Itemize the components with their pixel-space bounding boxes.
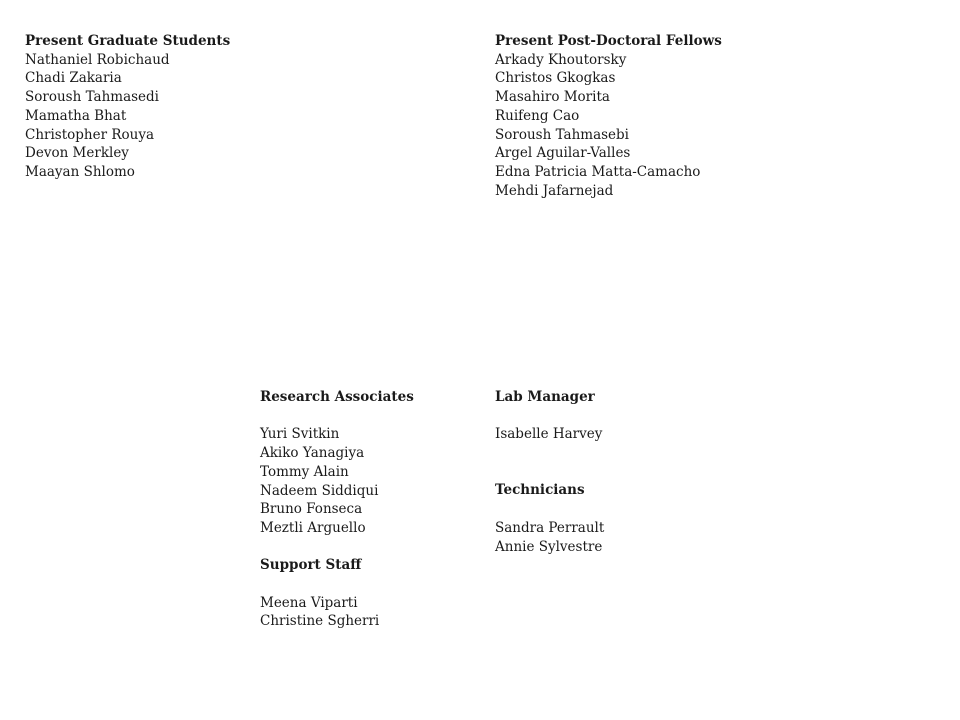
spacer: [495, 407, 604, 426]
postdocs-heading: Present Post-Doctoral Fellows: [495, 33, 722, 49]
spacer: [260, 575, 414, 594]
research-associate-name: Akiko Yanagiya: [260, 445, 365, 462]
postdocs-list: [495, 51, 722, 201]
spacer: [495, 444, 604, 463]
spacer: [495, 463, 604, 482]
research-associate-name: Tommy Alain: [260, 463, 349, 480]
postdoc-name: Arkady Khoutorsky: [495, 51, 627, 68]
graduate-student-name: Christopher Rouya: [25, 126, 155, 143]
spacer: [260, 407, 414, 426]
postdoc-name: Edna Patricia Matta-Camacho: [495, 163, 701, 180]
graduate-students-section: [25, 32, 230, 182]
postdoc-name: Soroush Tahmasebi: [495, 126, 629, 143]
support-staff-heading: Support Staff: [260, 557, 362, 574]
postdoc-name: Mehdi Jafarnejad: [495, 182, 614, 199]
research-associate-name: Bruno Fonseca: [260, 501, 363, 518]
research-associates-heading: Research Associates: [260, 389, 414, 405]
lab-manager-section: [495, 388, 604, 556]
research-associates-section: [260, 388, 414, 631]
research-associate-name: Nadeem Siddiqui: [260, 482, 379, 499]
graduate-students-heading: Present Graduate Students: [25, 33, 231, 49]
postdoc-name: Ruifeng Cao: [495, 107, 580, 124]
lab-manager-heading: Lab Manager: [495, 389, 595, 405]
research-associate-name: Meztli Arguello: [260, 519, 366, 536]
technician-name: Annie Sylvestre: [495, 538, 603, 555]
graduate-student-name: Nathaniel Robichaud: [25, 51, 170, 68]
graduate-students-list: [25, 51, 230, 182]
postdocs-section: [495, 32, 722, 200]
postdoc-name: Christos Gkogkas: [495, 70, 616, 87]
technicians-heading: Technicians: [495, 482, 585, 499]
support-staff-name: Christine Sgherri: [260, 613, 380, 630]
postdoc-name: Masahiro Morita: [495, 89, 610, 106]
lab-manager-name: Isabelle Harvey: [495, 426, 603, 443]
postdoc-name: Argel Aguilar-Valles: [495, 145, 631, 162]
graduate-student-name: Chadi Zakaria: [25, 70, 122, 87]
lab-manager-list: [495, 425, 604, 444]
support-staff-name: Meena Viparti: [260, 594, 358, 611]
technicians-list: [495, 519, 604, 556]
research-associates-list: [260, 425, 414, 537]
graduate-student-name: Devon Merkley: [25, 145, 129, 162]
spacer: [495, 500, 604, 519]
spacer: [260, 538, 414, 557]
graduate-student-name: Mamatha Bhat: [25, 107, 127, 124]
graduate-student-name: Maayan Shlomo: [25, 163, 135, 180]
technician-name: Sandra Perrault: [495, 519, 605, 536]
graduate-student-name: Soroush Tahmasedi: [25, 89, 159, 106]
support-staff-list: [260, 594, 414, 631]
research-associate-name: Yuri Svitkin: [260, 426, 340, 443]
